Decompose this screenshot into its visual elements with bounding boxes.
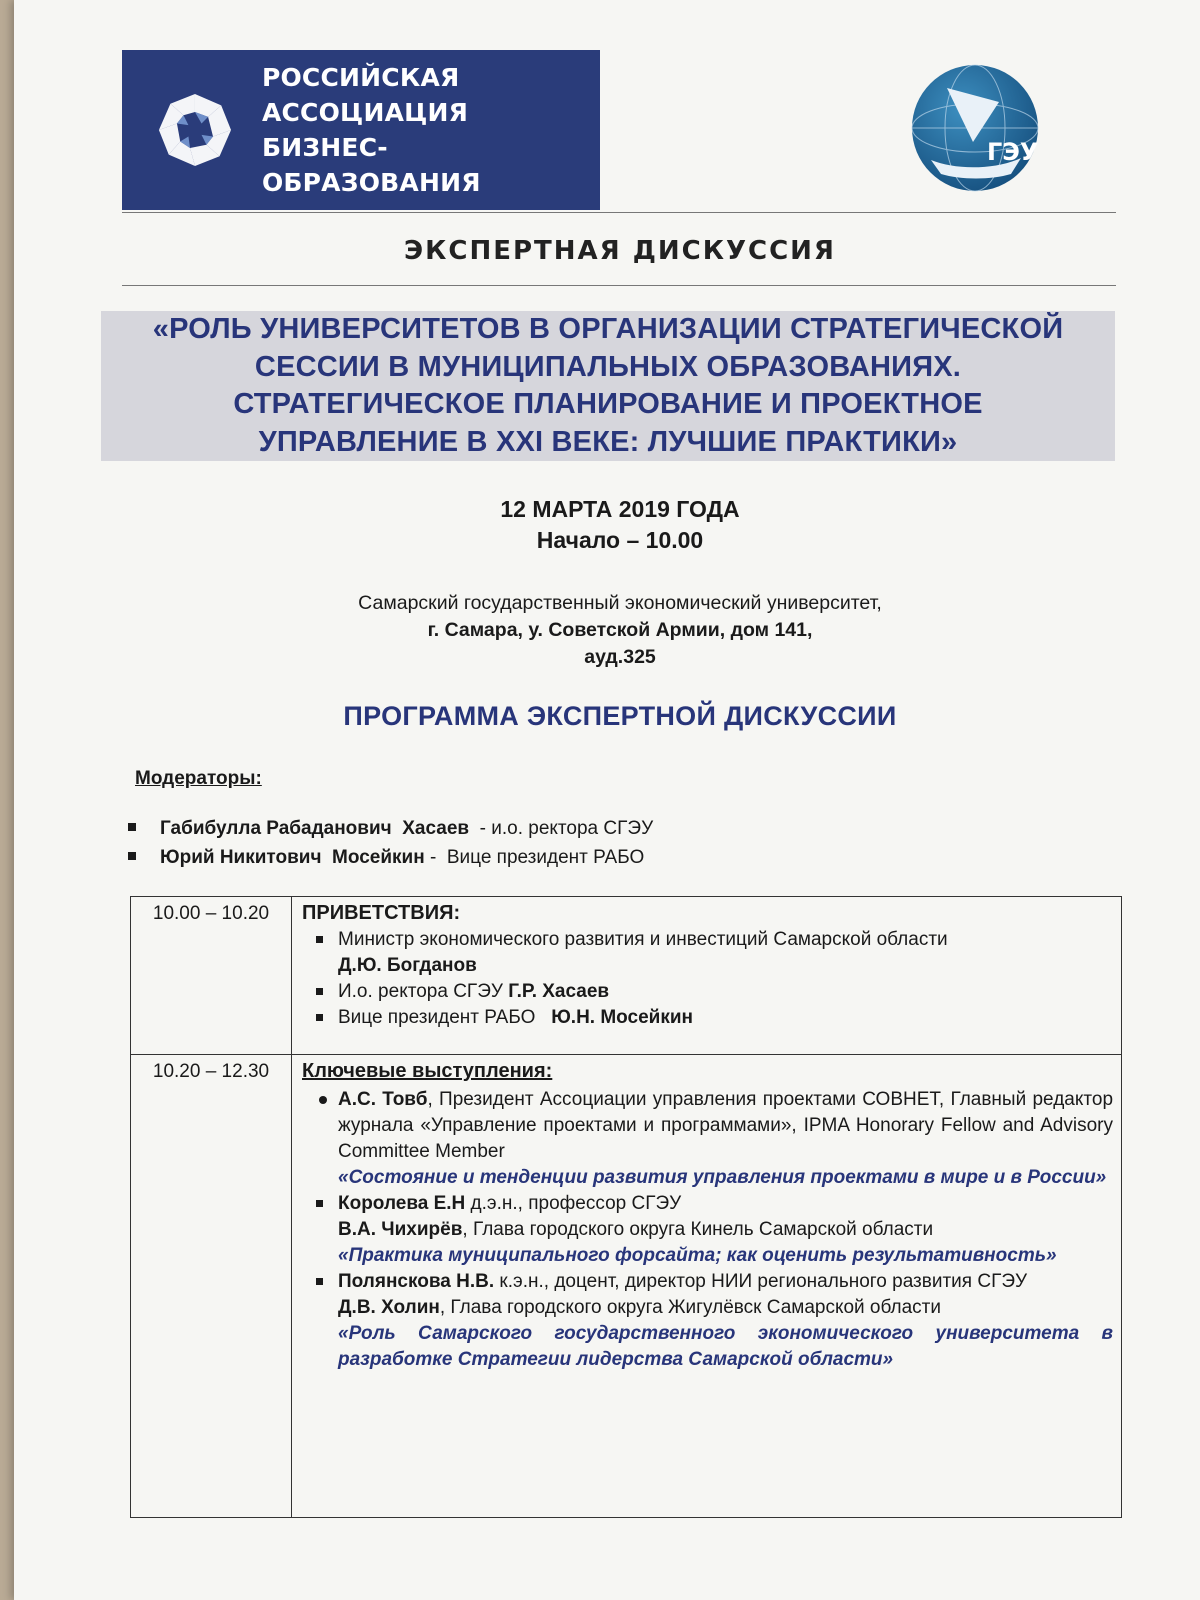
- start-time: Начало – 10.00: [536, 527, 704, 553]
- session-content: [292, 1055, 1122, 1518]
- bullet-icon: [319, 1096, 327, 1104]
- table-row: [131, 897, 1122, 1055]
- venue-block: [120, 590, 1120, 671]
- sgeu-logo: [895, 62, 1055, 194]
- list-item: [302, 1269, 1113, 1373]
- rabo-name-line2: БИЗНЕС-ОБРАЗОВАНИЯ: [261, 133, 481, 197]
- list-item: [128, 843, 653, 872]
- session-content: [292, 897, 1122, 1055]
- greetings-list: [302, 927, 1113, 1031]
- venue-address: г. Самара, у. Советской Армии, дом 141,: [427, 619, 813, 641]
- bullet-icon: [128, 823, 136, 831]
- moderator-name: Габибулла Рабаданович Хасаев: [160, 818, 470, 839]
- top-divider: [122, 212, 1116, 213]
- theme-line: УПРАВЛЕНИЕ В XXI ВЕКЕ: ЛУЧШИЕ ПРАКТИКИ»: [258, 425, 958, 458]
- talks-list: [302, 1087, 1113, 1373]
- session-time: 10.20 – 12.30: [131, 1055, 292, 1518]
- speaker-name: Г.Р. Хасаев: [508, 981, 610, 1002]
- event-type: ЭКСПЕРТНАЯ ДИСКУССИЯ: [404, 236, 836, 266]
- moderator-role: - и.о. ректора СГЭУ: [469, 818, 654, 839]
- speaker-position: д.э.н., профессор СГЭУ: [465, 1193, 682, 1214]
- talk-title: «Роль Самарского государственного экономического университета в разработке Стратегии лидерства Самарской области»: [338, 1323, 1113, 1370]
- speaker-name: Д.В. Холин: [338, 1297, 440, 1318]
- speaker-name: А.С. Товб: [338, 1089, 428, 1110]
- bullet-icon: [316, 1014, 323, 1021]
- theme-line: СТРАТЕГИЧЕСКОЕ ПЛАНИРОВАНИЕ И ПРОЕКТНОЕ: [233, 388, 983, 420]
- speaker-position: Вице президент РАБО: [338, 1007, 552, 1028]
- program-table: [130, 896, 1122, 1518]
- speaker-position: , Президент Ассоциации управления проектами СОВНЕТ, Главный редактор журнала «Управление проектами и программами», IPMA Honorary Fellow and Advisory Committee Member: [338, 1089, 1114, 1162]
- talk-title: «Практика муниципального форсайта; как оценить результативность»: [338, 1245, 1057, 1266]
- speaker-position: Министр экономического развития и инвестиций Самарской области: [338, 929, 948, 950]
- list-item: [302, 979, 1113, 1005]
- list-item: [128, 814, 653, 843]
- speaker-position: к.э.н., доцент, директор НИИ регионального развития СГЭУ: [494, 1271, 1028, 1292]
- event-date-block: [120, 494, 1120, 556]
- list-item: [302, 1005, 1113, 1031]
- venue-org: Самарский государственный экономический университет,: [358, 592, 882, 614]
- bottom-divider: [122, 285, 1116, 286]
- speaker-position: , Глава городского округа Кинель Самарской области: [462, 1219, 934, 1240]
- rabo-logo: [122, 50, 600, 210]
- bullet-icon: [316, 988, 323, 995]
- list-item: [302, 1191, 1113, 1269]
- table-row: [131, 1055, 1122, 1518]
- event-date: 12 МАРТА 2019 ГОДА: [500, 496, 740, 522]
- moderators-list: [128, 814, 653, 872]
- session-title: Ключевые выступления:: [302, 1060, 553, 1082]
- venue-room: ауд.325: [584, 646, 656, 668]
- bullet-icon: [316, 936, 323, 943]
- theme-line: СЕССИИ В МУНИЦИПАЛЬНЫХ ОБРАЗОВАНИЯХ.: [254, 350, 962, 383]
- bullet-icon: [316, 1200, 323, 1207]
- speaker-name: Королева Е.Н: [338, 1193, 466, 1214]
- bullet-icon: [128, 852, 136, 860]
- session-time: 10.00 – 10.20: [131, 897, 292, 1055]
- theme-line: «РОЛЬ УНИВЕРСИТЕТОВ В ОРГАНИЗАЦИИ СТРАТЕГИЧЕСКОЙ: [152, 313, 1064, 345]
- moderator-name: Юрий Никитович Мосейкин: [160, 847, 425, 868]
- speaker-name: Полянскова Н.В.: [338, 1271, 495, 1292]
- bullet-icon: [316, 1278, 323, 1285]
- list-item: [302, 1087, 1113, 1191]
- sgeu-mark-text: ГЭУ: [987, 138, 1039, 166]
- moderator-role: - Вице президент РАБО: [424, 847, 645, 868]
- speaker-name: Д.Ю. Богданов: [338, 955, 477, 976]
- talk-title: «Состояние и тенденции развития управления проектами в мире и в России»: [338, 1167, 1107, 1188]
- speaker-position: И.о. ректора СГЭУ: [338, 981, 509, 1002]
- speaker-name: Ю.Н. Мосейкин: [551, 1007, 694, 1028]
- moderators-label: Модераторы:: [135, 768, 262, 789]
- aperture-icon: [154, 80, 236, 180]
- discussion-theme: [101, 311, 1115, 461]
- session-title: ПРИВЕТСТВИЯ:: [302, 902, 461, 924]
- program-title: ПРОГРАММА ЭКСПЕРТНОЙ ДИСКУССИИ: [343, 701, 897, 731]
- list-item: [302, 927, 1113, 979]
- speaker-name: В.А. Чихирёв: [338, 1219, 463, 1240]
- speaker-position: , Глава городского округа Жигулёвск Самарской области: [439, 1297, 941, 1318]
- rabo-name-line1: РОССИЙСКАЯ АССОЦИАЦИЯ: [261, 63, 469, 127]
